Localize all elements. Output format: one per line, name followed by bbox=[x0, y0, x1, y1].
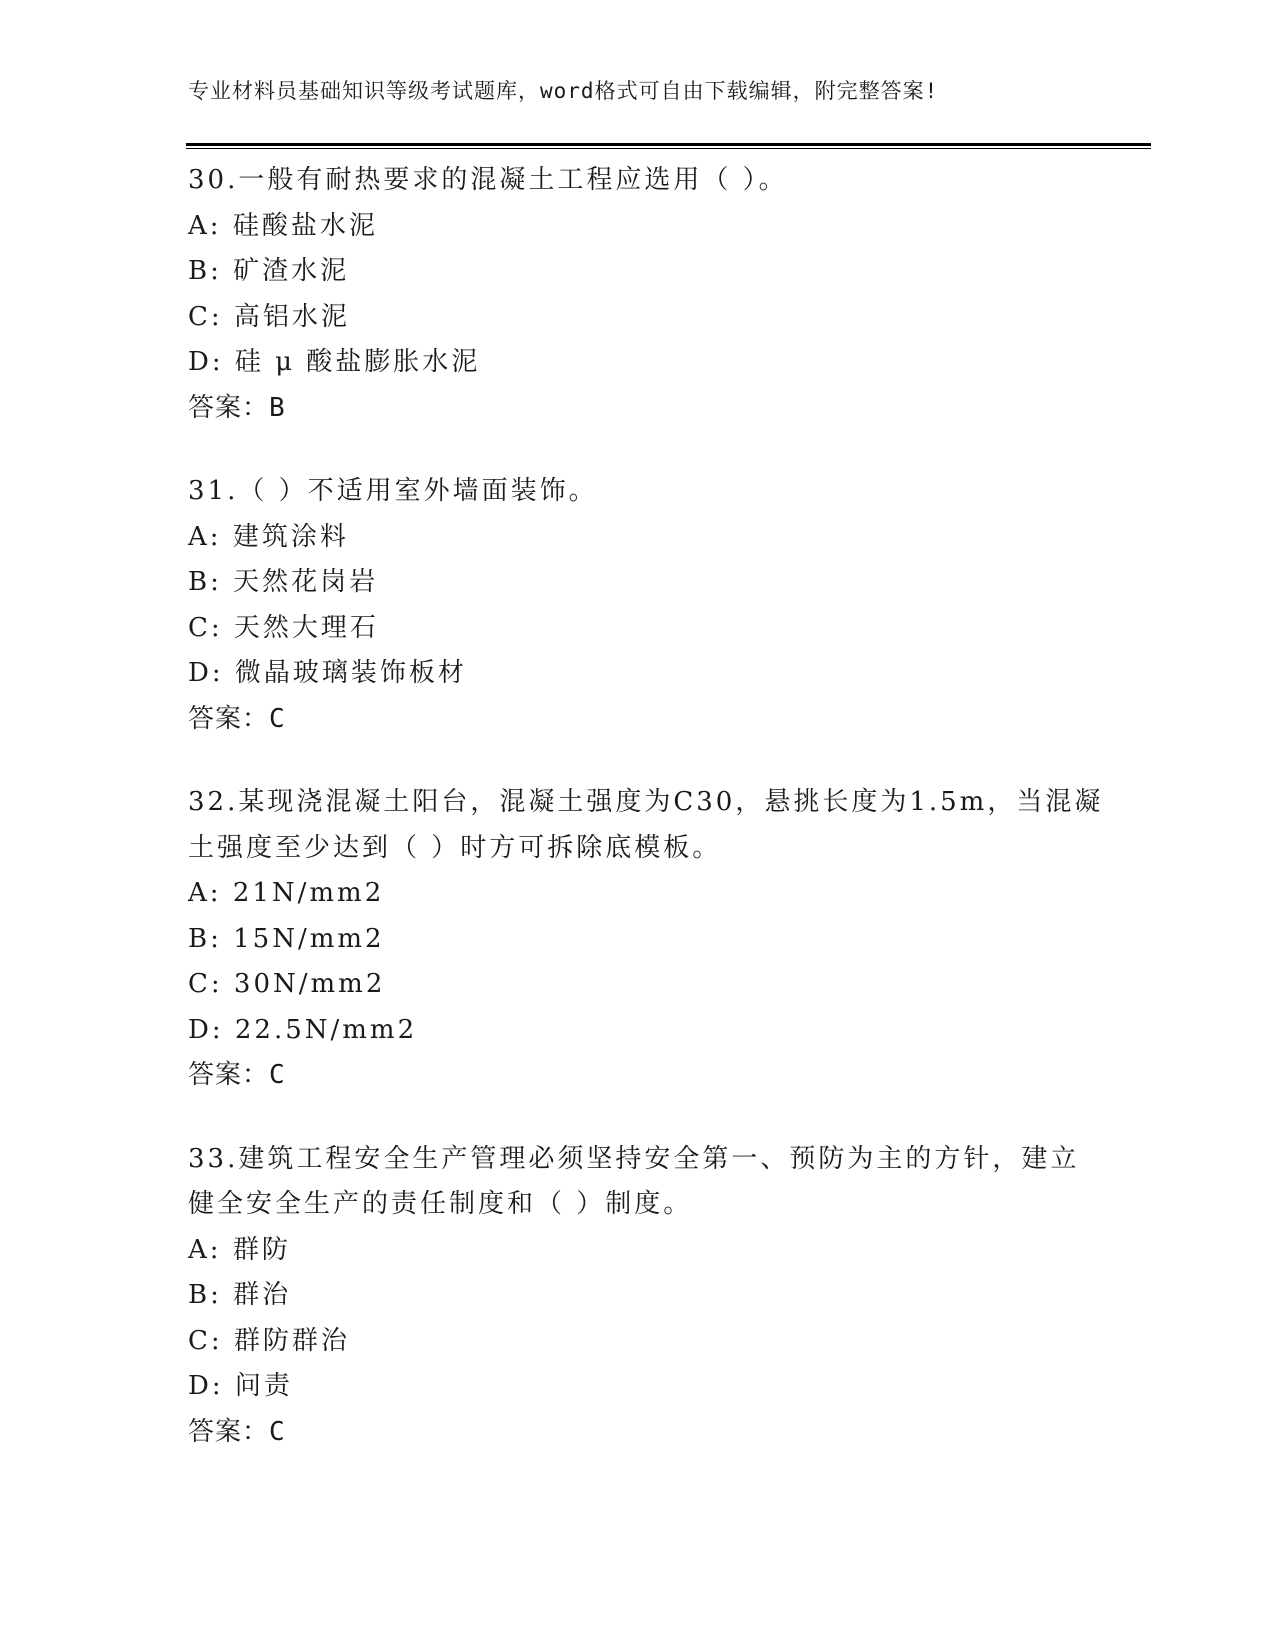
option-letter: B: bbox=[188, 256, 222, 286]
option-c bbox=[188, 606, 1088, 652]
option-text: 群治 bbox=[233, 1280, 292, 1310]
option-d bbox=[188, 651, 1088, 697]
option-letter: A: bbox=[188, 878, 222, 908]
option-a bbox=[188, 1228, 1088, 1274]
option-text: 问责 bbox=[234, 1371, 293, 1401]
question-text: 31.（ ）不适用室外墙面装饰。 bbox=[188, 476, 598, 506]
option-letter: A: bbox=[188, 210, 222, 241]
option-text: 22.5N/mm2 bbox=[234, 1014, 418, 1045]
answer: 答案：C bbox=[188, 1060, 286, 1090]
option-text: 群防群治 bbox=[233, 1325, 350, 1356]
option-text: 硅 μ 酸盐膨胀水泥 bbox=[234, 347, 481, 377]
option-letter: B: bbox=[188, 1280, 222, 1310]
option-c bbox=[188, 1319, 1088, 1365]
option-text: 建筑涂料 bbox=[232, 521, 349, 552]
question-text-line-1: 33.建筑工程安全生产管理必须坚持安全第一、预防为主的方针，建立 bbox=[188, 1143, 1080, 1174]
option-text: 微晶玻璃装饰板材 bbox=[234, 658, 467, 688]
answer: 答案：C bbox=[188, 703, 286, 734]
option-letter: C: bbox=[188, 612, 223, 643]
option-text: 硅酸盐水泥 bbox=[232, 210, 378, 241]
question-text: 30.一般有耐热要求的混凝土工程应选用（ ）。 bbox=[188, 165, 788, 195]
option-b bbox=[188, 249, 1088, 295]
option-letter: C: bbox=[188, 1325, 223, 1356]
question-32 bbox=[188, 780, 1104, 1099]
option-letter: D: bbox=[188, 1371, 224, 1401]
question-text-line-1: 32.某现浇混凝土阳台，混凝土强度为C30，悬挑长度为1.5m，当混凝 bbox=[188, 787, 1104, 817]
question-30 bbox=[188, 158, 1088, 431]
option-c bbox=[188, 962, 1088, 1008]
option-d bbox=[188, 1008, 1088, 1054]
question-list bbox=[188, 158, 1104, 1493]
option-text: 天然大理石 bbox=[233, 612, 379, 643]
option-letter: A: bbox=[188, 1234, 222, 1265]
option-d bbox=[188, 1364, 1088, 1410]
option-letter: D: bbox=[188, 347, 224, 377]
option-text: 天然花岗岩 bbox=[233, 567, 379, 597]
option-text: 21N/mm2 bbox=[232, 878, 385, 908]
option-letter: D: bbox=[188, 658, 224, 688]
option-a bbox=[188, 515, 1088, 561]
option-text: 高铝水泥 bbox=[233, 301, 350, 332]
header-divider-thin bbox=[186, 148, 1151, 149]
page-header: 专业材料员基础知识等级考试题库，word格式可自由下载编辑，附完整答案! bbox=[188, 79, 939, 103]
option-letter: C: bbox=[188, 301, 223, 332]
option-text: 30N/mm2 bbox=[233, 969, 386, 999]
answer: 答案：C bbox=[188, 1416, 286, 1447]
option-b bbox=[188, 1273, 1088, 1319]
question-33 bbox=[188, 1137, 1088, 1456]
option-b bbox=[188, 560, 1088, 606]
option-letter: B: bbox=[188, 923, 222, 954]
option-a bbox=[188, 871, 1088, 917]
option-letter: D: bbox=[188, 1014, 224, 1045]
option-letter: A: bbox=[188, 521, 222, 552]
option-letter: C: bbox=[188, 969, 223, 999]
option-a bbox=[188, 204, 1088, 250]
option-text: 群防 bbox=[232, 1234, 291, 1265]
option-d bbox=[188, 340, 1088, 386]
header-divider-thick bbox=[186, 143, 1151, 146]
option-b bbox=[188, 917, 1088, 963]
option-text: 矿渣水泥 bbox=[233, 256, 350, 286]
answer: 答案：B bbox=[188, 392, 286, 423]
question-31 bbox=[188, 469, 1088, 742]
option-c bbox=[188, 295, 1088, 341]
option-text: 15N/mm2 bbox=[233, 923, 385, 954]
question-text-line-2: 健全安全生产的责任制度和（ ）制度。 bbox=[188, 1189, 693, 1219]
option-letter: B: bbox=[188, 567, 222, 597]
question-text-line-2: 土强度至少达到（ ）时方可拆除底模板。 bbox=[188, 832, 722, 863]
